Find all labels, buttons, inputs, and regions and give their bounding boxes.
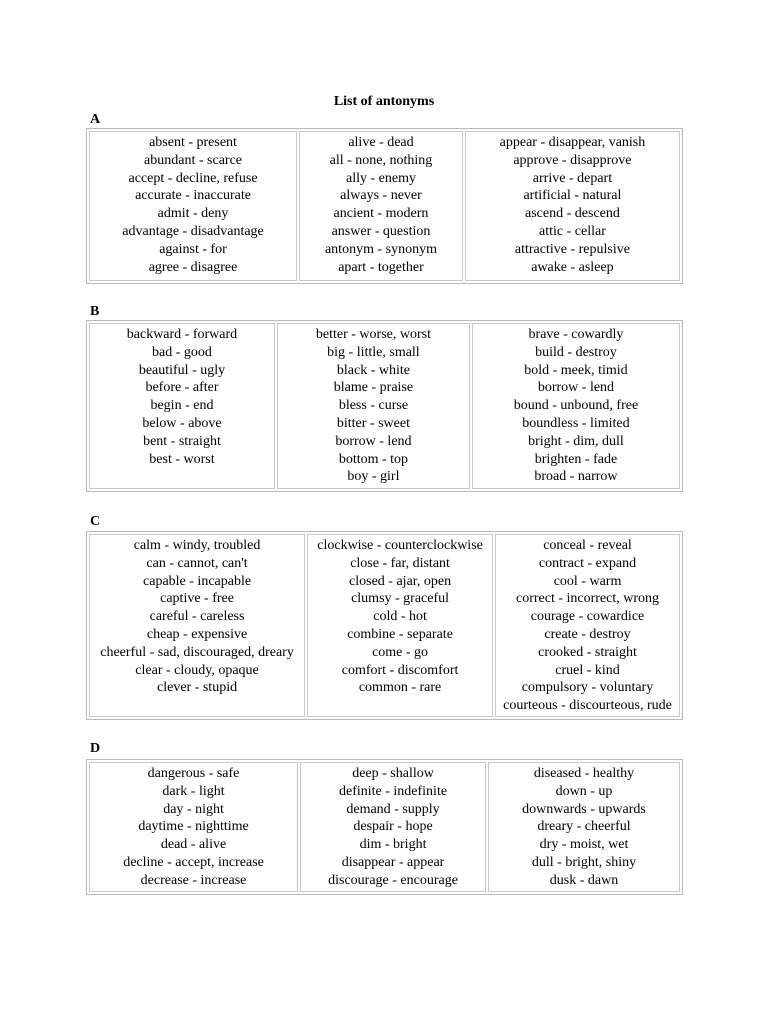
antonyms-table-b [86,320,683,492]
table-row [89,323,680,489]
antonym-pair: black - white [336,362,410,378]
antonym-pair: cheerful - sad, discouraged, dreary [100,644,294,660]
section-letter-b: B [90,304,100,319]
antonym-pair: bitter - sweet [336,415,410,431]
antonym-pair: backward - forward [126,327,238,342]
antonym-pair: dangerous - safe [147,766,240,781]
antonym-pair: closed - ajar, open [349,573,452,589]
column-2 [307,534,493,717]
antonym-pair: bless - curse [338,398,409,414]
antonym-pair: admit - deny [157,206,229,222]
antonym-pair: close - far, distant [350,555,450,571]
antonym-pair: deep - shallow [352,766,434,781]
antonym-pair: build - destroy [535,344,617,360]
antonym-pair: definite - indefinite [338,783,448,799]
antonym-pair: day - night [163,801,224,817]
antonym-pair: combine - separate [347,626,453,642]
antonym-pair: borrow - lend [335,433,412,449]
column-1 [89,534,305,717]
antonym-pair: abundant - scarce [144,152,242,168]
antonym-pair: appear - disappear, vanish [499,135,646,150]
antonym-pair: dusk - dawn [549,872,619,888]
antonym-pair: arrive - depart [532,170,613,186]
antonym-pair: all - none, nothing [329,152,433,168]
antonym-pair: broad - narrow [534,469,618,485]
antonym-pair: approve - disapprove [513,152,632,168]
antonym-pair: boundless - limited [522,415,630,431]
antonym-pair: clockwise - counterclockwise [317,538,483,553]
antonym-pair: better - worse, worst [315,327,431,342]
antonym-pair: diseased - healthy [533,766,635,781]
antonym-pair: careful - careless [149,609,245,625]
antonym-pair: below - above [142,415,222,431]
antonym-pair: crooked - straight [538,644,637,660]
antonym-pair: accurate - inaccurate [135,188,251,204]
antonym-pair: always - never [340,188,422,204]
antonym-pair: calm - windy, troubled [133,538,261,553]
antonym-pair: dark - light [162,783,225,799]
antonym-pair: create - destroy [544,626,631,642]
antonym-pair: courage - cowardice [530,609,645,625]
antonym-pair: courteous - discourteous, rude [503,698,672,714]
column-1 [89,131,297,281]
column-1 [89,323,275,489]
section-letter-d: D [90,741,101,756]
antonym-pair: capable - incapable [143,573,252,589]
antonym-pair: come - go [372,644,429,660]
antonym-pair: blame - praise [333,380,414,396]
antonym-pair: alive - dead [348,135,414,150]
antonym-pair: bent - straight [143,433,221,449]
antonym-pair: clever - stupid [157,680,238,696]
antonym-pair: antonym - synonym [324,241,437,257]
antonym-pair: cool - warm [553,573,622,589]
antonym-pair: against - for [159,241,227,257]
antonym-pair: captive - free [160,591,234,607]
antonym-pair: can - cannot, can't [146,555,248,571]
antonym-pair: apart - together [338,259,424,275]
antonym-pair: bound - unbound, free [513,398,639,414]
antonym-pair: bottom - top [338,451,409,467]
antonym-pair: awake - asleep [531,259,614,275]
antonym-pair: brighten - fade [534,451,618,467]
antonyms-table-d [86,759,683,895]
antonym-pair: ascend - descend [525,206,620,222]
antonym-pair: artificial - natural [523,188,622,204]
antonym-pair: clumsy - graceful [351,591,450,607]
antonym-pair: contract - expand [538,555,637,571]
antonym-pair: answer - question [331,223,431,239]
antonym-pair: comfort - discomfort [341,662,459,678]
antonym-pair: accept - decline, refuse [128,170,258,186]
antonym-pair: decline - accept, increase [123,854,264,870]
antonym-pair: advantage - disadvantage [122,223,264,239]
antonym-pair: dim - bright [359,837,427,853]
antonym-pair: bold - meek, timid [524,362,628,378]
column-1 [89,762,298,892]
section-letter-a: A [90,112,101,127]
antonym-pair: despair - hope [353,819,433,835]
page-title: List of antonyms [333,94,435,109]
antonym-pair: before - after [145,380,219,396]
column-2 [299,131,463,281]
antonyms-table-c [86,531,683,720]
antonym-pair: down - up [555,783,613,799]
antonym-pair: big - little, small [327,344,420,360]
column-2 [277,323,470,489]
antonym-pair: cold - hot [373,609,427,625]
antonym-pair: decrease - increase [140,872,247,888]
table-row [89,534,680,717]
antonym-pair: dead - alive [160,837,227,853]
antonym-pair: conceal - reveal [543,538,632,553]
antonym-pair: correct - incorrect, wrong [515,591,660,607]
antonym-pair: bright - dim, dull [528,433,624,449]
antonym-pair: clear - cloudy, opaque [135,662,259,678]
antonym-pair: cheap - expensive [146,626,248,642]
antonym-pair: dull - bright, shiny [531,854,637,870]
antonym-pair: downwards - upwards [522,801,646,817]
antonym-pair: ancient - modern [333,206,429,222]
column-3 [495,534,680,717]
antonym-pair: begin - end [150,398,214,414]
antonym-pair: attractive - repulsive [514,241,630,257]
column-3 [465,131,680,281]
antonym-pair: dry - moist, wet [539,837,629,853]
antonym-pair: disappear - appear [341,854,445,870]
antonym-pair: brave - cowardly [528,327,624,342]
antonym-pair: attic - cellar [539,223,606,239]
antonym-pair: best - worst [149,451,215,467]
antonym-pair: discourage - encourage [328,872,458,888]
column-3 [472,323,680,489]
antonym-pair: daytime - nighttime [138,819,249,835]
antonym-pair: ally - enemy [345,170,416,186]
table-row [89,762,680,892]
antonym-pair: demand - supply [346,801,440,817]
antonym-pair: beautiful - ugly [138,362,226,378]
column-2 [300,762,486,892]
antonym-pair: common - rare [358,680,442,696]
table-row [89,131,680,281]
antonym-pair: cruel - kind [555,662,620,678]
antonym-pair: absent - present [149,135,237,150]
antonym-pair: agree - disagree [148,259,238,275]
antonym-pair: compulsory - voluntary [521,680,654,696]
antonym-pair: borrow - lend [537,380,615,396]
antonym-pair: dreary - cheerful [537,819,631,835]
antonyms-table-a [86,128,683,284]
section-letter-c: C [90,514,101,529]
antonym-pair: boy - girl [347,469,400,485]
column-3 [488,762,680,892]
antonym-pair: bad - good [152,344,212,360]
